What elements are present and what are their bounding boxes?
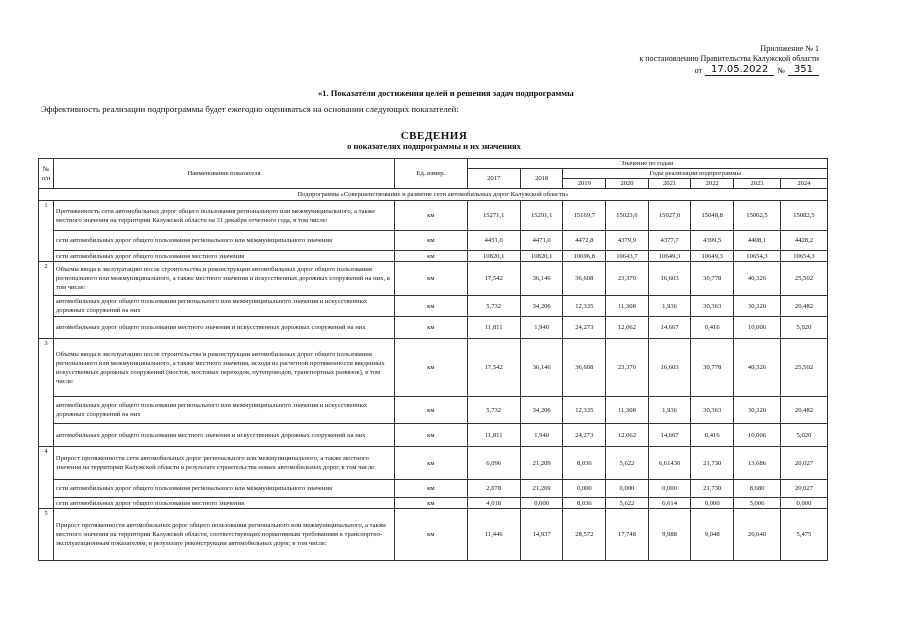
indicator-unit: км (395, 509, 467, 561)
value-cell: 1,936 (648, 397, 691, 424)
indicator-unit: км (395, 262, 467, 296)
row-number: 2 (39, 262, 54, 339)
value-cell: 30,778 (691, 339, 734, 397)
value-cell: 15048,8 (691, 201, 734, 231)
header-name: Наименование показателя (53, 159, 394, 189)
indicator-unit: км (395, 317, 467, 339)
value-cell: 4408,1 (734, 231, 781, 251)
value-cell: 4377,7 (648, 231, 691, 251)
value-cell: 36,608 (563, 339, 606, 397)
value-cell: 15082,5 (780, 201, 827, 231)
value-cell: 4399,5 (691, 231, 734, 251)
value-cell: 14,667 (648, 424, 691, 447)
table-row (39, 509, 828, 561)
value-cell: 20,027 (780, 480, 827, 498)
value-cell: 34,206 (520, 296, 563, 317)
value-cell: 10654,3 (734, 251, 781, 262)
indicator-name: сети автомобильных дорог общего пользования местного значения (53, 498, 394, 509)
indicators-table (38, 158, 828, 561)
value-cell: 36,146 (520, 262, 563, 296)
table-row (39, 296, 828, 317)
value-cell: 20,482 (780, 397, 827, 424)
value-cell: 23,370 (606, 262, 649, 296)
value-cell: 6,614 (648, 498, 691, 509)
value-cell: 5,732 (467, 397, 520, 424)
value-cell: 0,000 (691, 498, 734, 509)
indicator-unit: км (395, 339, 467, 397)
appendix-title: Приложение № 1 (760, 44, 819, 53)
table-row (39, 480, 828, 498)
value-cell: 0,416 (691, 317, 734, 339)
value-cell: 40,326 (734, 339, 781, 397)
row-number: 4 (39, 447, 54, 509)
value-cell: 15027,0 (648, 201, 691, 231)
indicator-unit: км (395, 397, 467, 424)
value-cell: 17,542 (467, 262, 520, 296)
value-cell: 15271,1 (467, 201, 520, 231)
value-cell: 0,000 (520, 498, 563, 509)
indicator-name: Прирост протяженности сети автомобильных дорог регионального или межмуниципального, а также местного значения на территории Калужской области в результате строительства новых автомобильных дорог, в том числе: (53, 447, 394, 480)
table-row (39, 424, 828, 447)
value-cell: 16,603 (648, 262, 691, 296)
indicator-name: Протяженность сети автомобильных дорог общего пользования регионального или межмуниципального, а также местного значения на территории Калужской области на 31 декабря отчетного года, в том числе: (53, 201, 394, 231)
indicator-name: Объемы ввода в эксплуатацию после строительства и реконструкции автомобильных дорог общего пользования регионального или межмуниципального, а также местного значения и искусственных дорожных сооружений на них, в том числе: (53, 262, 394, 296)
table-row (39, 317, 828, 339)
row-number: 1 (39, 201, 54, 262)
decree-number: 351 (788, 64, 819, 76)
value-cell: 21,730 (691, 447, 734, 480)
value-cell: 15062,5 (734, 201, 781, 231)
header-year: 2024 (780, 179, 827, 189)
header-impl-years: Годы реализации подпрограммы (563, 169, 828, 179)
indicator-unit: км (395, 201, 467, 231)
value-cell: 5,622 (606, 447, 649, 480)
value-cell: 6,61430 (648, 447, 691, 480)
indicator-unit: км (395, 480, 467, 498)
value-cell: 4471,0 (520, 231, 563, 251)
value-cell: 0,000 (780, 498, 827, 509)
indicator-name: автомобильных дорог общего пользования регионального или межмуниципального значения и искусственных дорожных сооружений на них (53, 296, 394, 317)
value-cell: 10820,1 (520, 251, 563, 262)
indicator-name: сети автомобильных дорог общего пользования местного значения (53, 251, 394, 262)
value-cell: 0,000 (606, 480, 649, 498)
value-cell: 12,062 (606, 317, 649, 339)
value-cell: 30,320 (734, 296, 781, 317)
value-cell: 11,811 (467, 317, 520, 339)
value-cell: 20,027 (780, 447, 827, 480)
indicator-unit: км (395, 498, 467, 509)
value-cell: 26,640 (734, 509, 781, 561)
indicator-name: автомобильных дорог общего пользования местного значения и искусственных дорожных сооружений на них (53, 424, 394, 447)
value-cell: 10820,1 (467, 251, 520, 262)
value-cell: 10,006 (734, 424, 781, 447)
subprogram-row: Подпрограмма «Совершенствование и развитие сети автомобильных дорог Калужской области» (39, 189, 828, 201)
value-cell: 12,335 (563, 296, 606, 317)
value-cell: 8,680 (734, 480, 781, 498)
value-cell: 30,363 (691, 397, 734, 424)
value-cell: 11,446 (467, 509, 520, 561)
value-cell: 5,020 (780, 317, 827, 339)
table-row (39, 447, 828, 480)
value-cell: 10649,3 (648, 251, 691, 262)
value-cell: 24,273 (563, 317, 606, 339)
value-cell: 10,006 (734, 317, 781, 339)
header-year: 2023 (734, 179, 781, 189)
value-cell: 9,988 (648, 509, 691, 561)
table-row (39, 251, 828, 262)
value-cell: 9,048 (691, 509, 734, 561)
indicator-name: сети автомобильных дорог общего пользования регионального или межмуниципального значения (53, 231, 394, 251)
value-cell: 1,940 (520, 317, 563, 339)
value-cell: 12,335 (563, 397, 606, 424)
value-cell: 24,273 (563, 424, 606, 447)
indicator-name: автомобильных дорог общего пользования регионального или межмуниципального значения и искусственных дорожных сооружений на них (53, 397, 394, 424)
table-row (39, 201, 828, 231)
value-cell: 0,416 (691, 424, 734, 447)
value-cell: 1,936 (648, 296, 691, 317)
value-cell: 4472,8 (563, 231, 606, 251)
value-cell: 4451,0 (467, 231, 520, 251)
row-number: 5 (39, 509, 54, 561)
value-cell: 40,326 (734, 262, 781, 296)
table-row (39, 339, 828, 397)
value-cell: 15291,1 (520, 201, 563, 231)
value-cell: 12,062 (606, 424, 649, 447)
value-cell: 25,502 (780, 262, 827, 296)
value-cell: 25,502 (780, 339, 827, 397)
table-heading: СВЕДЕНИЯ (400, 130, 468, 142)
value-cell: 11,811 (467, 424, 520, 447)
value-cell: 17,542 (467, 339, 520, 397)
header-year: 2019 (563, 179, 606, 189)
appendix-decree: к постановлению Правительства Калужской области (639, 54, 819, 63)
table-row (39, 231, 828, 251)
value-cell: 11,308 (606, 296, 649, 317)
value-cell: 5,020 (780, 424, 827, 447)
value-cell: 5,475 (780, 509, 827, 561)
value-cell: 5,732 (467, 296, 520, 317)
value-cell: 8,036 (563, 498, 606, 509)
value-cell: 28,572 (563, 509, 606, 561)
header-year: 2021 (648, 179, 691, 189)
indicator-unit: км (395, 447, 467, 480)
row-number: 3 (39, 339, 54, 447)
value-cell: 30,778 (691, 262, 734, 296)
header-year: 2022 (691, 179, 734, 189)
value-cell: 10649,3 (691, 251, 734, 262)
value-cell: 5,006 (734, 498, 781, 509)
indicator-name: сети автомобильных дорог общего пользования регионального или межмуниципального значения (53, 480, 394, 498)
appendix-date-line (559, 64, 819, 76)
value-cell: 6,096 (467, 447, 520, 480)
from-label: от (694, 66, 702, 75)
header-num: № п/п (39, 159, 54, 189)
indicator-name: Прирост протяженности автомобильных дорог общего пользования регионального или межмуниципального, а также местного значения на территории Калужской области, соответствующих нормативным требованиям к транспортно-эксплуатационным показателям, в результате реконструкции автомобильных дорог, в том числе: (53, 509, 394, 561)
table-row (39, 397, 828, 424)
appendix-block (559, 44, 819, 76)
value-cell: 10643,7 (606, 251, 649, 262)
value-cell: 16,603 (648, 339, 691, 397)
header-values-by-year: Значение по годам (467, 159, 827, 169)
value-cell: 30,363 (691, 296, 734, 317)
value-cell: 14,937 (520, 509, 563, 561)
value-cell: 15169,7 (563, 201, 606, 231)
value-cell: 17,748 (606, 509, 649, 561)
intro-text: Эффективность реализации подпрограммы будет ежегодно оцениваться на основании следующих показателей: (41, 104, 459, 114)
value-cell: 36,146 (520, 339, 563, 397)
value-cell: 21,209 (520, 447, 563, 480)
value-cell: 23,370 (606, 339, 649, 397)
value-cell: 0,000 (563, 480, 606, 498)
value-cell: 4428,2 (780, 231, 827, 251)
table-row (39, 498, 828, 509)
value-cell: 30,320 (734, 397, 781, 424)
value-cell: 20,482 (780, 296, 827, 317)
value-cell: 15023,6 (606, 201, 649, 231)
value-cell: 10654,3 (780, 251, 827, 262)
value-cell: 1,940 (520, 424, 563, 447)
value-cell: 8,036 (563, 447, 606, 480)
value-cell: 13,686 (734, 447, 781, 480)
header-year: 2020 (606, 179, 649, 189)
indicator-unit: км (395, 251, 467, 262)
value-cell: 4379,9 (606, 231, 649, 251)
header-year: 2017 (467, 169, 520, 189)
indicator-name: автомобильных дорог общего пользования местного значения и искусственных дорожных сооружений на них (53, 317, 394, 339)
table-row (39, 262, 828, 296)
value-cell: 11,308 (606, 397, 649, 424)
value-cell: 21,730 (691, 480, 734, 498)
value-cell: 21,209 (520, 480, 563, 498)
value-cell: 2,078 (467, 480, 520, 498)
value-cell: 5,622 (606, 498, 649, 509)
value-cell: 36,608 (563, 262, 606, 296)
table-subheading: о показателях подпрограммы и их значениях (347, 141, 521, 151)
value-cell: 0,000 (648, 480, 691, 498)
header-unit: Ед. измер. (395, 159, 467, 189)
indicator-unit: км (395, 231, 467, 251)
value-cell: 14,667 (648, 317, 691, 339)
value-cell: 34,206 (520, 397, 563, 424)
value-cell: 10696,8 (563, 251, 606, 262)
indicator-name: Объемы ввода в эксплуатацию после строительства и реконструкции автомобильных дорог общего пользования регионального или межмуниципального, а также местного значения, исходя из расчетной протяженности введенных искусственных дорожных сооружений (мостов, мостовых переходов, путепроводов, транспортных развязок), в том числе: (53, 339, 394, 397)
decree-date: 17.05.2022 (705, 64, 774, 76)
number-label: № (777, 66, 785, 75)
indicator-unit: км (395, 424, 467, 447)
value-cell: 4,018 (467, 498, 520, 509)
section-title: «1. Показатели достижения целей и решения задач подпрограммы (318, 88, 574, 98)
indicator-unit: км (395, 296, 467, 317)
header-year: 2018 (520, 169, 563, 189)
